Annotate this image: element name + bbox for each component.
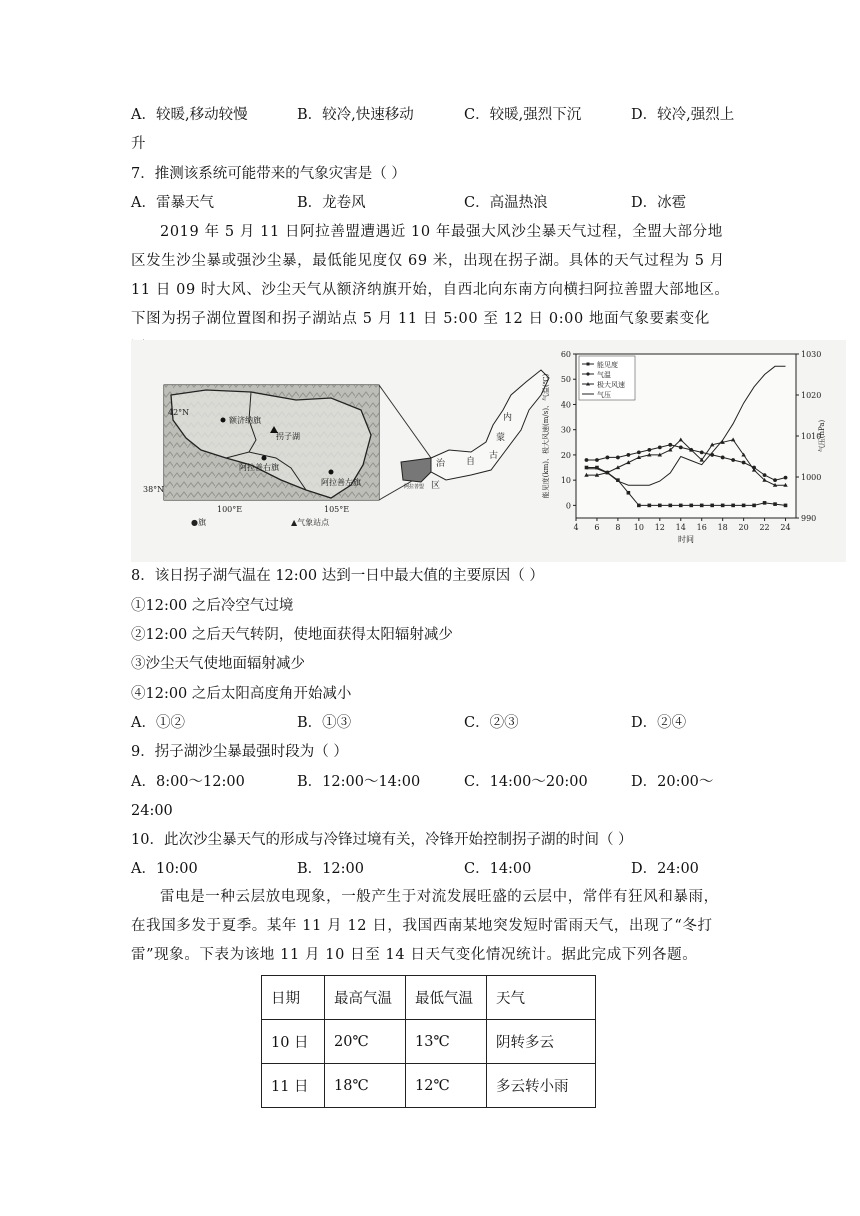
data-point	[773, 478, 777, 482]
y-right-tick-label: 990	[801, 514, 817, 523]
legend-entry: 极大风速	[597, 381, 625, 389]
figure	[131, 340, 846, 562]
data-point	[595, 458, 599, 462]
y-left-axis-label: 能见度(km)、极大风速(m/s)、气温(℃)	[542, 373, 550, 499]
x-tick-label: 12	[654, 523, 665, 532]
data-point	[784, 476, 788, 480]
table-row	[262, 1020, 596, 1064]
data-point	[742, 461, 746, 465]
data-point	[679, 504, 683, 508]
data-point	[752, 504, 756, 508]
x-tick-label: 4	[573, 523, 579, 532]
y-right-tick-label: 1030	[801, 350, 822, 359]
weather-table	[261, 975, 596, 1108]
q9-option-d: D．20:00～	[631, 774, 714, 790]
place-right-banner: 阿拉善右旗	[239, 463, 279, 472]
q8-item-2: ②12:00 之后天气转阴，使地面获得太阳辐射减少	[131, 627, 453, 643]
y-left-tick-label: 60	[560, 350, 571, 359]
q6-option-a: A．较暖,移动较慢	[131, 107, 248, 123]
q10-option-a: A．10:00	[131, 861, 198, 877]
y-left-tick-label: 20	[560, 450, 571, 460]
table-header-row	[262, 976, 596, 1020]
x-tick-label: 16	[696, 523, 707, 532]
data-point	[700, 451, 704, 455]
y-left-tick-label: 40	[560, 400, 571, 410]
table-cell: 13℃	[406, 1020, 487, 1064]
q8-item-3: ③沙尘天气使地面辐射减少	[131, 656, 305, 672]
legend-entry: 能见度	[597, 361, 618, 369]
legend-entry: 气温	[597, 371, 611, 379]
data-point	[731, 458, 735, 462]
x-tick-label: 24	[780, 523, 791, 532]
data-point	[679, 445, 683, 449]
q9-option-c: C．14:00～20:00	[464, 774, 588, 790]
lon-label-100: 100°E	[217, 505, 243, 514]
q10-stem: 10．此次沙尘暴天气的形成与冷锋过境有关，冷锋开始控制拐子湖的时间（ ）	[131, 832, 633, 848]
y-right-tick-label: 1000	[801, 473, 822, 482]
q7-option-c: C．高温热浪	[464, 195, 548, 211]
q7-option-d: D．冰雹	[631, 195, 687, 211]
y-right-tick-label: 1010	[801, 432, 822, 441]
q9-stem: 9．拐子湖沙尘暴最强时段为（ ）	[131, 744, 348, 760]
data-point	[606, 456, 610, 460]
place-guaizihu: 拐子湖	[276, 432, 300, 441]
q9-option-d-wrap: 24:00	[131, 803, 173, 819]
table-cell: 12℃	[406, 1064, 487, 1108]
q7-stem: 7．推测该系统可能带来的气象灾害是（ ）	[131, 166, 406, 182]
q8-option-d: D．②④	[631, 715, 687, 731]
data-point	[637, 504, 641, 508]
data-point	[585, 458, 589, 462]
data-point	[731, 504, 735, 508]
passage-2: 雷电是一种云层放电现象，一般产生于对流发展旺盛的云层中，常伴有狂风和暴雨，在我国多发于夏季。某年 11 月 12 日，我国西南某地突发短时雷雨天气，出现了“冬打雷”现象。下表为该地 11 月 10 日至 14 日天气变化情况统计。据此完成下列各题。	[131, 889, 719, 963]
y-left-tick-label: 0	[565, 501, 571, 511]
inset-label: 阿拉善盟	[404, 484, 425, 490]
table-cell: 20℃	[325, 1020, 406, 1064]
table-cell: 11 日	[262, 1064, 325, 1108]
x-tick-label: 14	[675, 523, 686, 532]
data-point	[773, 502, 777, 506]
data-point	[627, 491, 631, 495]
data-point	[721, 504, 725, 508]
location-map	[131, 340, 571, 562]
data-point	[710, 504, 714, 508]
data-point	[648, 504, 652, 508]
y-left-tick-label: 50	[560, 375, 571, 385]
q10-option-b: B．12:00	[297, 861, 364, 877]
svg-text:自: 自	[466, 457, 476, 467]
q9-option-a: A．8:00～12:00	[131, 774, 245, 790]
legend-marker	[587, 363, 590, 366]
data-point	[658, 445, 662, 449]
data-point	[616, 456, 620, 460]
legend-entry: 气压	[597, 391, 611, 399]
legend-banner: ●旗	[191, 518, 206, 527]
place-ejina: 额济纳旗	[229, 416, 261, 425]
legend-marker	[586, 372, 589, 375]
svg-text:内: 内	[503, 413, 513, 423]
table-header: 最低气温	[406, 976, 487, 1020]
alxa-inset	[401, 458, 431, 482]
data-point	[626, 453, 630, 457]
y-right-axis-label: 气压(hPa)	[818, 419, 826, 453]
lon-label-105: 105°E	[324, 505, 350, 514]
x-tick-label: 18	[717, 523, 728, 532]
q6-option-b: B．较冷,快速移动	[297, 107, 414, 123]
data-point	[721, 456, 725, 460]
table-header: 天气	[487, 976, 596, 1020]
svg-text:治: 治	[436, 459, 446, 469]
q6-option-c: C．较暖,强烈下沉	[464, 107, 582, 123]
x-tick-label: 6	[594, 523, 600, 532]
x-tick-label: 8	[615, 523, 621, 532]
legend-station: ▲气象站点	[291, 518, 330, 527]
table-cell: 多云转小雨	[487, 1064, 596, 1108]
q6-option-d: D．较冷,强烈上	[631, 107, 735, 123]
q8-option-b: B．①③	[297, 715, 352, 731]
x-tick-label: 10	[633, 523, 644, 532]
svg-text:蒙: 蒙	[496, 433, 506, 443]
data-point	[763, 501, 767, 505]
x-tick-label: 20	[738, 523, 749, 532]
q8-stem: 8．该日拐子湖气温在 12:00 达到一日中最大值的主要原因（ ）	[131, 568, 544, 584]
x-tick-label: 22	[759, 523, 770, 532]
q10-option-d: D．24:00	[631, 861, 699, 877]
weather-chart	[536, 348, 836, 560]
table-row	[262, 1064, 596, 1108]
q8-option-c: C．②③	[464, 715, 519, 731]
data-point	[763, 473, 767, 477]
lat-label-38: 38°N	[143, 485, 165, 494]
inner-mongolia-outline	[431, 370, 549, 480]
data-point	[742, 504, 746, 508]
table-header: 最高气温	[325, 976, 406, 1020]
data-point	[689, 504, 693, 508]
y-right-tick-label: 1020	[801, 391, 822, 400]
lat-label-42: 42°N	[168, 408, 190, 417]
place-left-banner: 阿拉善左旗	[321, 478, 361, 487]
x-axis-label: 时间	[678, 535, 694, 544]
q8-item-4: ④12:00 之后太阳高度角开始减小	[131, 686, 352, 702]
data-point	[637, 451, 641, 455]
data-point	[700, 504, 704, 508]
q9-option-b: B．12:00～14:00	[297, 774, 421, 790]
data-point	[647, 448, 651, 452]
table-cell: 10 日	[262, 1020, 325, 1064]
q10-option-c: C．14:00	[464, 861, 532, 877]
data-point	[784, 504, 788, 508]
q7-option-b: B．龙卷风	[297, 195, 366, 211]
q8-item-1: ①12:00 之后冷空气过境	[131, 598, 294, 614]
passage-1: 2019 年 5 月 11 日阿拉善盟遭遇近 10 年最强大风沙尘暴天气过程，全盟大部分地区发生沙尘暴或强沙尘暴，最低能见度仅 69 米，出现在拐子湖。具体的天气过程为 5 月 11 日 09 时大风、沙尘天气从额济纳旗开始，自西北向东南方向横扫阿拉善盟大部地区。下图为拐子湖位置图和拐子湖站点 5 月 11 日 5:00 至 12 日 0:00 地面气象要素变化	[131, 224, 730, 327]
y-left-tick-label: 30	[560, 425, 571, 435]
data-point	[668, 504, 672, 508]
table-cell: 18℃	[325, 1064, 406, 1108]
data-point	[668, 443, 672, 447]
y-left-tick-label: 10	[560, 476, 571, 486]
table-cell: 阴转多云	[487, 1020, 596, 1064]
table-header: 日期	[262, 976, 325, 1020]
q6-option-d-wrap: 升	[131, 136, 146, 152]
ejina-point	[221, 418, 226, 423]
svg-text:古: 古	[489, 451, 499, 461]
q8-option-a: A．①②	[131, 715, 185, 731]
q7-option-a: A．雷暴天气	[131, 195, 214, 211]
data-point	[658, 504, 662, 508]
svg-text:区: 区	[431, 481, 441, 491]
